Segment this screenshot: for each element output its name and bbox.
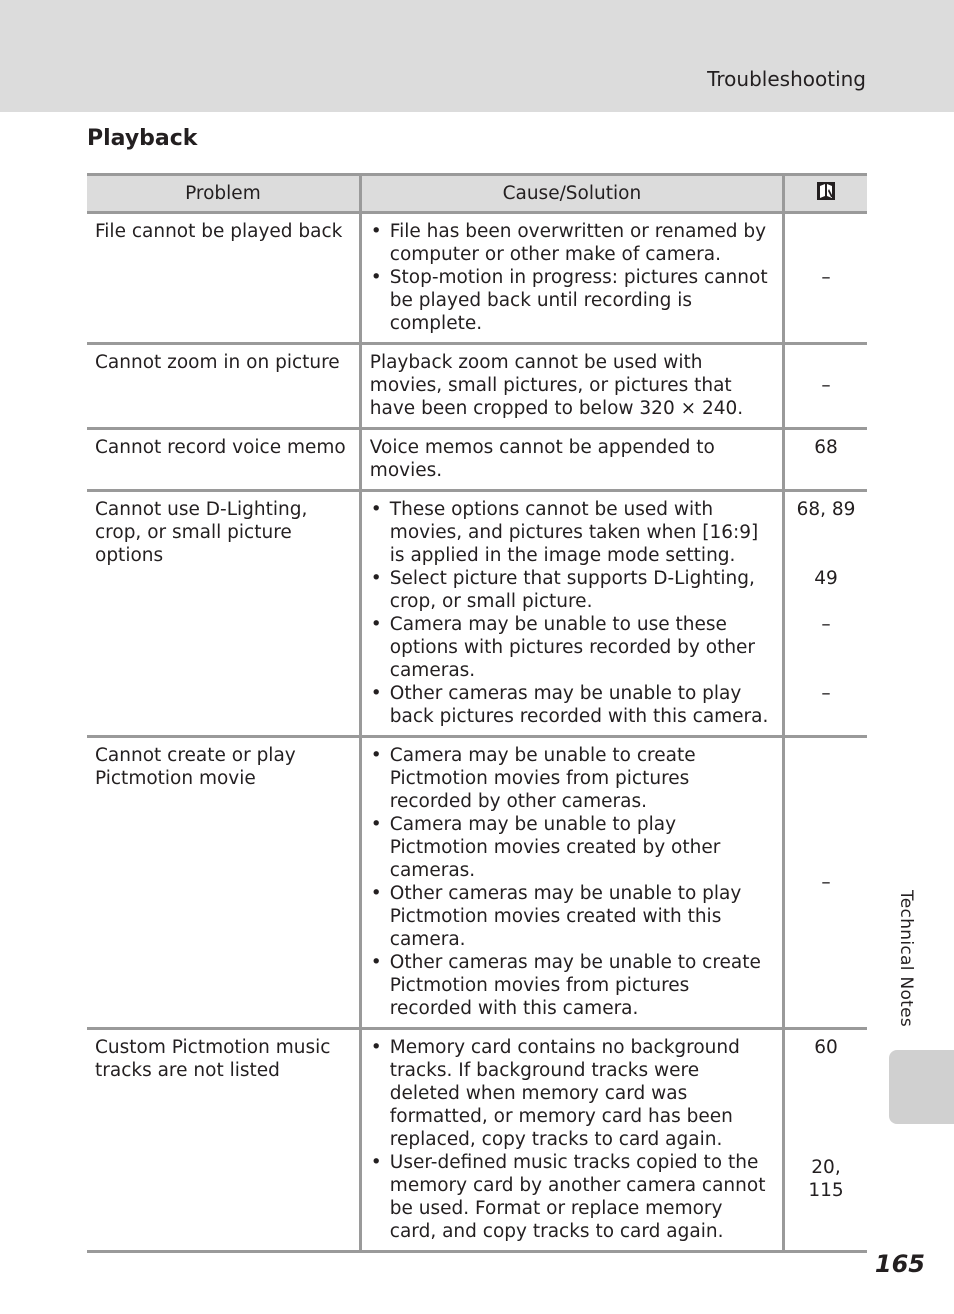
solution-bullet: • Other cameras may be unable to play Pictmotion movies created with this camera. [370, 882, 774, 951]
solution-bullet: • Select picture that supports D-Lighting, crop, or small picture. [370, 567, 774, 613]
header-problem: Problem [87, 175, 360, 213]
reference-cell: – [783, 213, 867, 344]
reference-page-icon [816, 181, 836, 201]
solution-bullet: • Camera may be unable to play Pictmotion movies created by other cameras. [370, 813, 774, 882]
table-row [87, 429, 867, 491]
reference-cell [783, 491, 867, 737]
solution-cell [360, 213, 783, 344]
solution-bullet: • Other cameras may be unable to play back pictures recorded with this camera. [370, 682, 774, 728]
table-row [87, 213, 867, 344]
side-section-label [888, 890, 928, 1040]
solution-bullet: • Other cameras may be unable to create Pictmotion movies from pictures recorded with this camera. [370, 951, 774, 1020]
reference-value: 49 [814, 568, 838, 589]
solution-cell [360, 491, 783, 737]
side-index-tab [889, 1050, 954, 1124]
table-row [87, 737, 867, 1029]
reference-value: 20, 115 [808, 1157, 844, 1201]
problem-cell: Custom Pictmotion music tracks are not listed [87, 1029, 360, 1252]
reference-cell: – [783, 737, 867, 1029]
reference-value: – [821, 614, 831, 635]
solution-bullet: • These options cannot be used with movies, and pictures taken when [16:9] is applied in the image mode setting. [370, 498, 774, 567]
header-title: Troubleshooting [707, 67, 866, 91]
reference-cell: 68 [783, 429, 867, 491]
problem-cell: File cannot be played back [87, 213, 360, 344]
table-row [87, 344, 867, 429]
solution-bullet: • Camera may be unable to use these options with pictures recorded by other cameras. [370, 613, 774, 682]
problem-cell: Cannot record voice memo [87, 429, 360, 491]
solution-bullet: • Memory card contains no background tracks. If background tracks were deleted when memory card was formatted, or memory card has been replaced, copy tracks to card again. [370, 1036, 774, 1151]
problem-cell: Cannot create or play Pictmotion movie [87, 737, 360, 1029]
troubleshooting-table [87, 173, 867, 1253]
page-number: 165 [874, 1250, 925, 1278]
solution-cell [360, 737, 783, 1029]
solution-bullet: • Camera may be unable to create Pictmotion movies from pictures recorded by other cameras. [370, 744, 774, 813]
header-cause-solution: Cause/Solution [360, 175, 783, 213]
reference-cell [783, 1029, 867, 1252]
reference-value: 68, 89 [796, 499, 856, 520]
side-section-label-text: Technical Notes [896, 890, 916, 1028]
section-title: Playback [87, 126, 198, 151]
problem-cell: Cannot use D-Lighting, crop, or small picture options [87, 491, 360, 737]
table-row [87, 1029, 867, 1252]
solution-cell: Voice memos cannot be appended to movies. [360, 429, 783, 491]
table-header-row [87, 175, 867, 213]
problem-cell: Cannot zoom in on picture [87, 344, 360, 429]
reference-cell: – [783, 344, 867, 429]
solution-cell: Playback zoom cannot be used with movies, small pictures, or pictures that have been cropped to below 320 × 240. [360, 344, 783, 429]
header-band [0, 0, 954, 112]
solution-bullet: • Stop-motion in progress: pictures cannot be played back until recording is complete. [370, 266, 774, 335]
header-reference [783, 175, 867, 213]
reference-value: – [821, 683, 831, 704]
table-row [87, 491, 867, 737]
reference-value: 60 [814, 1037, 838, 1058]
solution-cell [360, 1029, 783, 1252]
solution-bullet: • File has been overwritten or renamed by computer or other make of camera. [370, 220, 774, 266]
solution-bullet: • User-defined music tracks copied to the memory card by another camera cannot be used. Format or replace memory card, and copy tracks to card again. [370, 1151, 774, 1243]
